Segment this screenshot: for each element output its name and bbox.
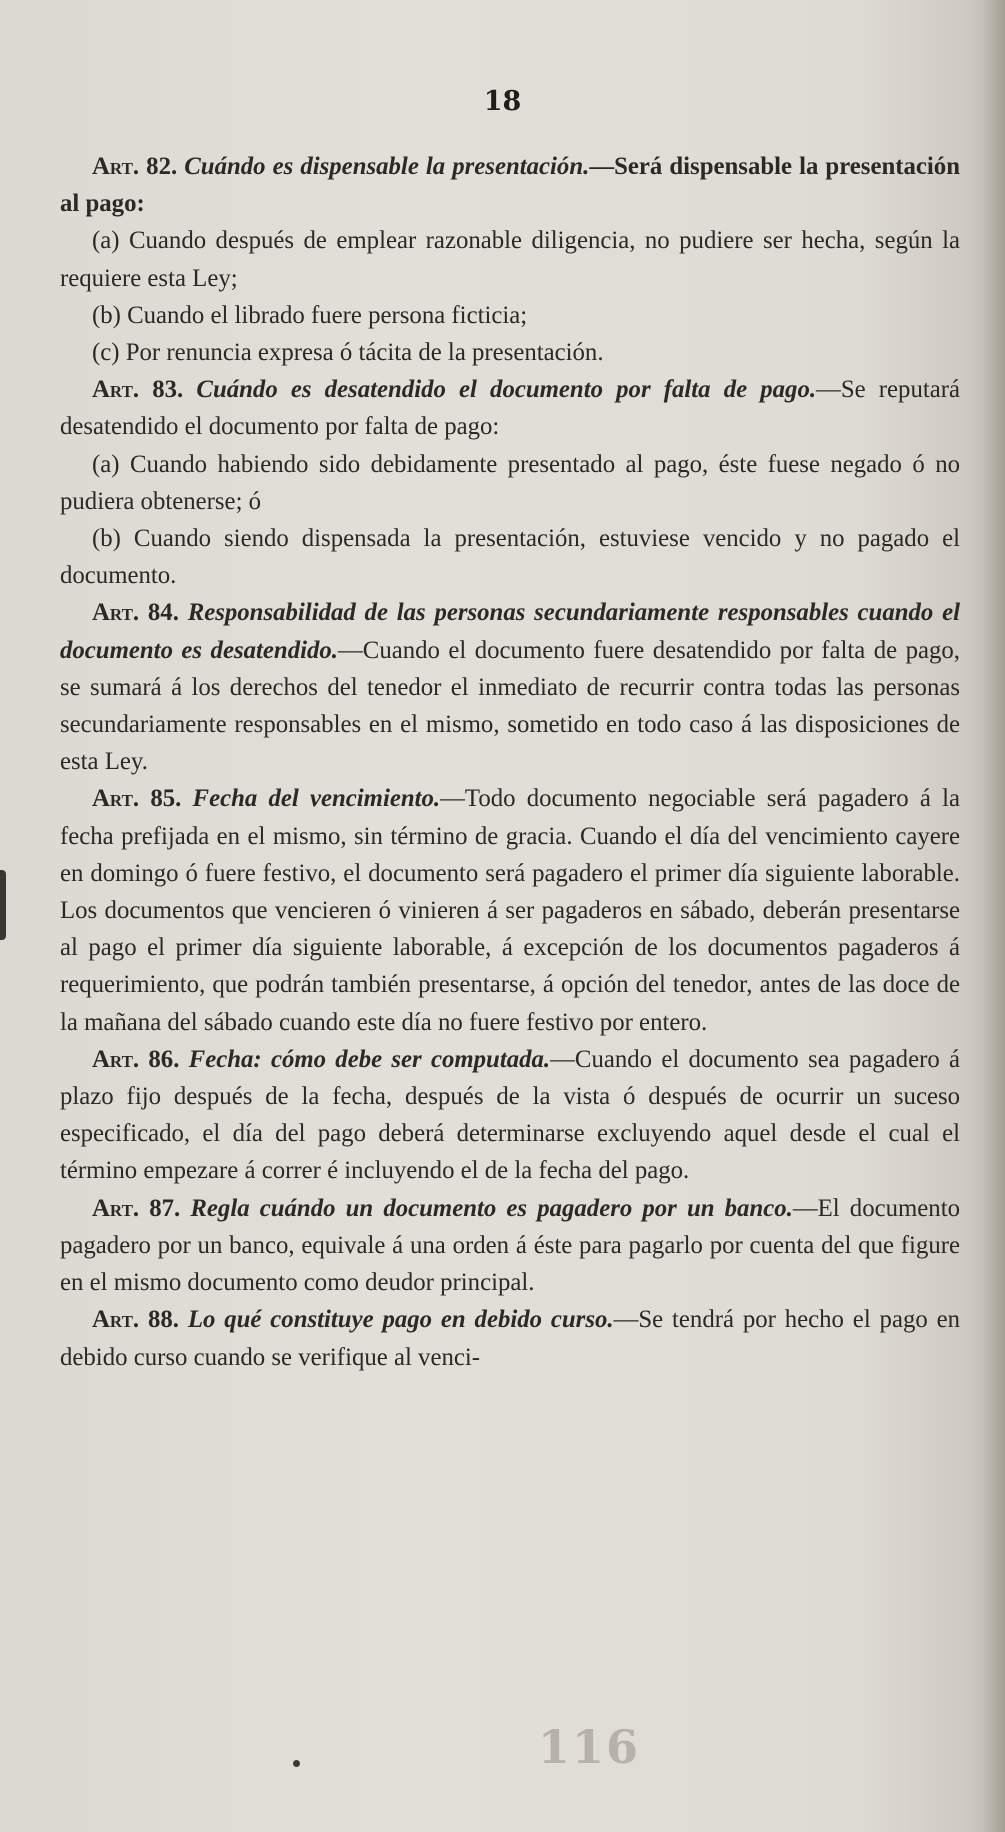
article-number: Art. 83.	[92, 376, 184, 404]
article-text: —Todo documento negociable será pagadero á la fecha prefijada en el mismo, sin término de gracia. Cuando el día del vencimiento cayere en domingo ó fuere festivo, el documento será pagadero el primer día siguiente laborable. Los documentos que vencieren ó vinieren á ser pagaderos en sábado, deberán presentarse al pago el primer día siguiente laborable, á excepción de los documentos pagaderos á requerimiento, que podrán también presentarse, á opción del tenedor, antes de las doce de la mañana del sábado cuando este día no fuere festivo por entero.	[60, 785, 960, 1036]
body-text	[60, 148, 960, 1376]
clause-83a: (a) Cuando habiendo sido debidamente presentado al pago, éste fuese negado ó no pudiera obtenerse; ó	[60, 450, 960, 515]
article-84	[60, 594, 960, 780]
article-text: —El documento pagadero por un banco, equivale á una orden á éste para pagarlo por cuenta del que figure en el mismo documento como deudor principal.	[60, 1194, 960, 1297]
article-text: —Cuando el documento sea pagadero á plazo fijo después de la fecha, después de la vista ó después de ocurrir un suceso especificado, el día del pago deberá determinarse excluyendo aquel desde el cual el término empezare á correr é incluyendo el de la fecha del pago.	[60, 1045, 961, 1185]
article-heading: Regla cuándo un documento es pagadero por un banco.	[190, 1194, 793, 1222]
article-text: —Se tendrá por hecho el pago en debido curso cuando se verifique al venci-	[60, 1306, 961, 1371]
article-number: Art. 85.	[92, 785, 182, 813]
binding-mark	[0, 870, 6, 940]
article-number: Art. 87.	[92, 1194, 181, 1222]
article-number: Art. 84.	[92, 599, 179, 627]
ink-dot	[293, 1760, 300, 1767]
article-number: Art. 86.	[92, 1045, 180, 1073]
page-edge-shadow	[983, 0, 1005, 1832]
clause-83b: (b) Cuando siendo dispensada la presentación, estuviese vencido y no pagado el documento.	[60, 525, 960, 590]
article-heading: Fecha: cómo debe ser computada.	[188, 1045, 551, 1073]
article-88	[60, 1301, 960, 1375]
article-number: Art. 88.	[92, 1306, 179, 1334]
article-heading: Fecha del vencimiento.	[192, 785, 441, 813]
article-83	[60, 371, 960, 445]
clause-82b: (b) Cuando el librado fuere persona ficticia;	[92, 301, 528, 329]
footer-stamp-number: 116	[538, 1720, 641, 1774]
article-85	[60, 780, 960, 1040]
article-heading: Lo qué constituye pago en debido curso.	[187, 1306, 614, 1334]
clause-82a: (a) Cuando después de emplear razonable diligencia, no pudiere ser hecha, según la requiere esta Ley;	[60, 227, 960, 292]
article-heading: Responsabilidad de las personas secundariamente responsables cuando el documento es desatendido.	[60, 599, 961, 664]
article-text: —Será dispensable la presentación al pago:	[60, 153, 960, 218]
article-heading: Cuándo es dispensable la presentación.	[184, 153, 590, 180]
page-number: 18	[483, 86, 522, 117]
clause-82c: (c) Por renuncia expresa ó tácita de la presentación.	[92, 339, 604, 367]
article-heading: Cuándo es desatendido el documento por falta de pago.	[196, 376, 817, 404]
article-number: Art. 82.	[92, 153, 178, 180]
article-text: —Se reputará desatendido el documento por falta de pago:	[60, 376, 960, 441]
article-text: —Cuando el documento fuere desatendido por falta de pago, se sumará á los derechos del tenedor el inmediato de recurrir contra todas las personas secundariamente responsables en el mismo, sometido en todo caso á las disposiciones de esta Ley.	[60, 636, 960, 776]
article-87	[60, 1190, 960, 1302]
article-86	[60, 1041, 960, 1190]
article-82	[60, 148, 960, 222]
